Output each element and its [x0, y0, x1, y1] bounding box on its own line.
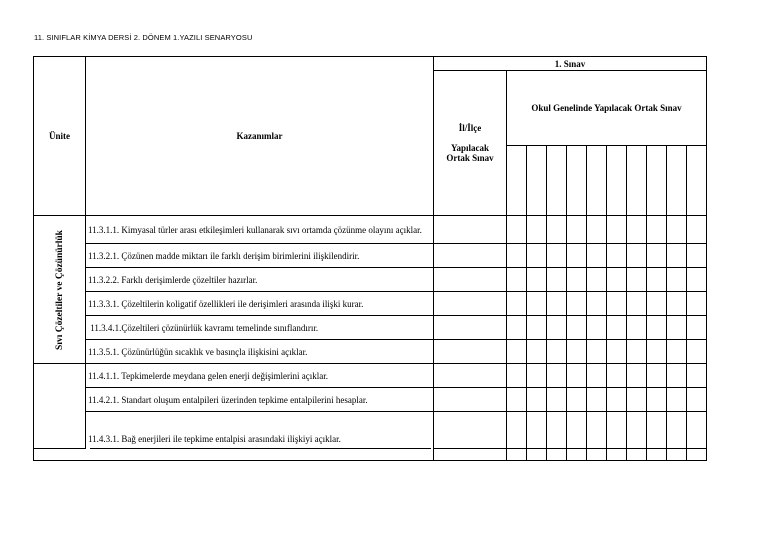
- header-okul-genelinde: Okul Genelinde Yapılacak Ortak Sınav: [507, 71, 707, 146]
- kazanim-text-last: 11.4.3.1. Bağ enerjileri ile tepkime entalpisi arasındaki ilişkiyi açıklar.: [86, 412, 434, 449]
- table-row: [34, 388, 707, 412]
- subcol-8: [647, 146, 667, 216]
- document-title: 11. SINIFLAR KİMYA DERSİ 2. DÖNEM 1.YAZILI SENARYOSU: [34, 33, 253, 42]
- kazanim-text: 11.3.3.1. Çözeltilerin koligatif özellikleri ile derişimleri arasında ilişki kurar.: [86, 292, 434, 316]
- subcol-7: [627, 146, 647, 216]
- table-row: [34, 244, 707, 268]
- table-row: [34, 292, 707, 316]
- subcol-3: [547, 146, 567, 216]
- header-il-ilce: İl/İlçe Yapılacak Ortak Sınav: [434, 71, 507, 216]
- subcol-10: [687, 146, 707, 216]
- table-row: [34, 268, 707, 292]
- subcol-5: [587, 146, 607, 216]
- kazanim-text: 11.3.1.1. Kimyasal türler arası etkileşimleri kullanarak sıvı ortamda çözünme olayını açıklar.: [86, 216, 434, 244]
- kazanim-text: 11.4.1.1. Tepkimelerde meydana gelen enerji değişimlerini açıklar.: [86, 364, 434, 388]
- table-row: [34, 412, 707, 449]
- header-kazanimlar: Kazanımlar: [86, 57, 434, 216]
- kazanim-text: 11.4.2.1. Standart oluşum entalpileri üzerinden tepkime entalpilerini hesaplar.: [86, 388, 434, 412]
- header-unite: Ünite: [34, 57, 86, 216]
- table-row: [34, 364, 707, 388]
- table-row: [34, 316, 707, 340]
- unit-cell-empty: [34, 364, 86, 449]
- kazanim-text: 11.3.5.1. Çözünürlüğün sıcaklık ve basınçla ilişkisini açıklar.: [86, 340, 434, 364]
- subcol-9: [667, 146, 687, 216]
- subcol-2: [527, 146, 547, 216]
- exam-scenario-table: [33, 56, 707, 461]
- unit-cell-cozeltiler: Sıvı Çözeltiler ve Çözünürlük: [34, 216, 86, 364]
- kazanim-text: 11.3.2.2. Farklı derişimlerde çözeltiler hazırlar.: [86, 268, 434, 292]
- header-sinav: 1. Sınav: [434, 57, 707, 71]
- subcol-4: [567, 146, 587, 216]
- kazanim-text: 11.3.4.1.Çözeltileri çözünürlük kavramı temelinde sınıflandırır.: [86, 316, 434, 340]
- table-row: [34, 340, 707, 364]
- subcol-6: [607, 146, 627, 216]
- subcol-1: [507, 146, 527, 216]
- table-row-blank: [34, 449, 707, 461]
- table-row: [34, 216, 707, 244]
- kazanim-text: 11.3.2.1. Çözünen madde miktarı ile farklı derişim birimlerini ilişkilendirir.: [86, 244, 434, 268]
